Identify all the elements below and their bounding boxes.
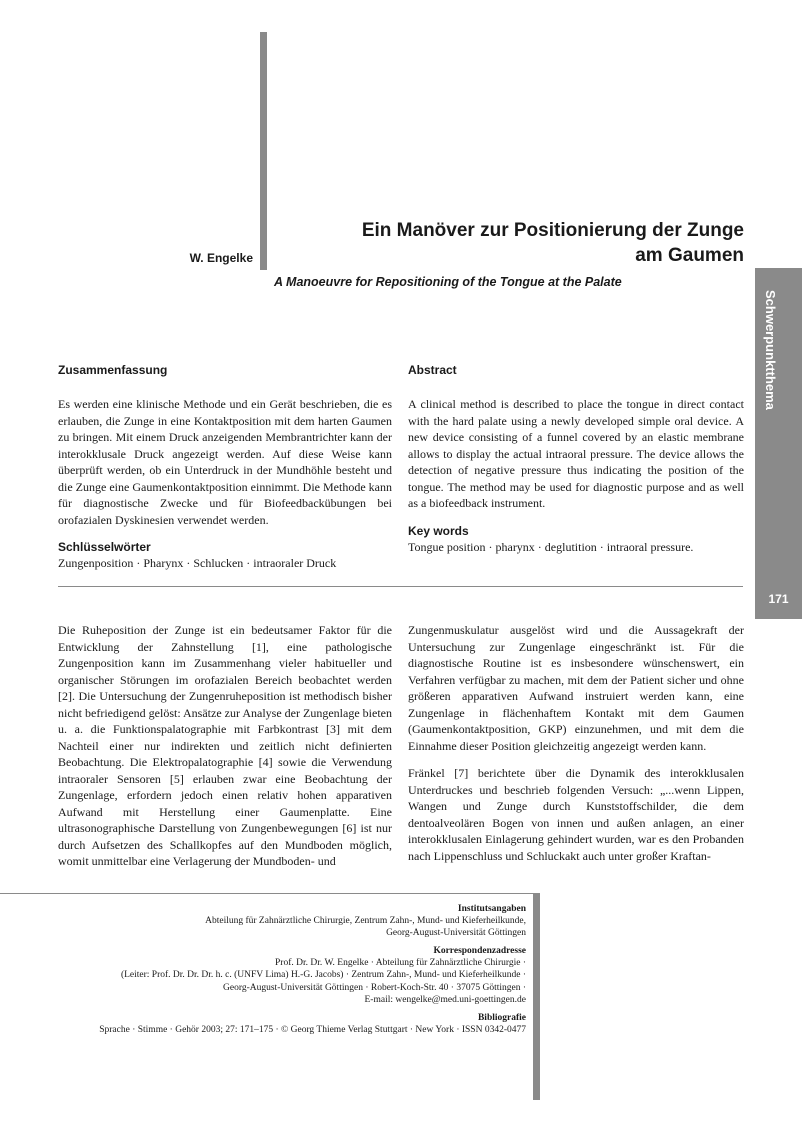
zusammenfassung-heading: Zusammenfassung <box>58 363 168 377</box>
zusammenfassung-text: Es werden eine klinische Methode und ein Gerät beschrieben, die es erlauben, die Zunge in eine Kontaktposition mit dem harten Gaumen zu bringen. Mit einem Druck anzeigenden Membrantrichter kann der interokklusale Druck angezeigt werden. Auf diese Weise kann überprüft werden, ob ein Unterdruck in der Mundhöhle besteht und die Zunge eine Gaumenkontaktposition einnimmt. Die Methode kann für diagnostische Zwecke und für Biofeedbackübungen bei orofazialen Dyskinesien verwendet werden. <box>58 397 392 527</box>
bibliografie-block <box>99 1012 526 1036</box>
author-name: W. Engelke <box>189 251 253 265</box>
keywords-text: Tongue position · pharynx · deglutition · intraoral pressure. <box>408 540 694 554</box>
schluesselwoerter-heading: Schlüsselwörter <box>58 540 151 554</box>
korrespondenz-line: (Leiter: Prof. Dr. Dr. Dr. h. c. (UNFV Lima) H.-G. Jacobs) · Zentrum Zahn-, Mund- und Kieferheilkunde · <box>120 970 526 981</box>
header-accent-bar <box>260 32 267 270</box>
section-label: Schwerpunktthema <box>763 290 778 410</box>
bibliografie-line: Sprache · Stimme · Gehör 2003; 27: 171–175 · © Georg Thieme Verlag Stuttgart · New York · ISSN 0342-0477 <box>99 1025 526 1036</box>
page-number: 171 <box>768 592 789 606</box>
body-right-paragraph-2: Fränkel [7] berichtete über die Dynamik des interokklusalen Unterdruckes und beschrieb folgenden Versuch: „...wenn Lippen, Wangen und Zunge durch Kunststoffschilder, die dem dentoalveolären Bogen von innen und außen anlagen, an einer interokklusalen Einlagerung gehindert wurden, war es den Probanden nach Lippenschluss und Schluckakt auch unter großer Kraftan- <box>408 766 744 863</box>
article-title-line-2: am Gaumen <box>635 245 744 266</box>
korrespondenz-line: Georg-August-Universität Göttingen · Robert-Koch-Str. 40 · 37075 Göttingen · <box>223 982 526 993</box>
korrespondenz-block <box>121 945 526 1006</box>
institut-line: Abteilung für Zahnärztliche Chirurgie, Zentrum Zahn-, Mund- und Kieferheilkunde, <box>205 916 526 927</box>
footer-accent-bar <box>533 893 540 1100</box>
section-side-tab <box>755 268 802 619</box>
article-title <box>278 218 744 268</box>
abstract-heading: Abstract <box>408 363 457 377</box>
schluesselwoerter-text: Zungenposition · Pharynx · Schlucken · intraoraler Druck <box>58 556 337 570</box>
email-link[interactable]: E-mail: wengelke@med.uni-goettingen.de <box>364 994 526 1005</box>
institut-line: Georg-August-Universität Göttingen <box>386 928 526 939</box>
korrespondenz-heading: Korrespondenzadresse <box>433 946 526 956</box>
bibliografie-heading: Bibliografie <box>477 1013 526 1023</box>
korrespondenz-line: Prof. Dr. Dr. W. Engelke · Abteilung für Zahnärztliche Chirurgie · <box>275 958 526 969</box>
section-divider <box>58 586 743 587</box>
body-right-paragraph-1: Zungenmuskulatur ausgelöst wird und die Aussagekraft der Untersuchung zur Zungenlage eingeschränkt ist. Für die diagnostische Routine ist es insbesondere wünschenswert, ein Verfahren verfügbar zu machen, mit dem der Patient sicher und ohne größeren apparativen Aufwand instruiert werden kann, eine Zungenlage in flächenhaftem Kontakt mit dem Gaumen (Gaumenkontaktposition, GKP) einzunehmen, und mit dem die Einnahme dieser Position gleichzeitig angezeigt werden kann. <box>408 623 744 753</box>
body-left-paragraph: Die Ruheposition der Zunge ist ein bedeutsamer Faktor für die Entwicklung der Zahnstellung [1], eine pathologische Zungenposition kann im Zusammenhang vieler habitueller und organischer Störungen im orofazialen Bereich beobachtet werden [2]. Die Untersuchung der Zungenruheposition ist methodisch bisher nicht befriedigend gelöst: Ansätze zur Analyse der Zungenlage bieten u. a. die Funktionspalatographie mit Farbkontrast [3] mit dem Nachteil einer nur indirekten und zeitlich nicht definierten Beobachtung. Die Elektropalatographie [4] sowie die Verwendung intraoraler Sensoren [5] erlauben zwar eine Beobachtung der Zungenlage, erfordern jedoch einen relativ hohen apparativen Aufwand mit Herstellung einer Gaumenplatte. Eine ultrasonographische Darstellung von Zungenbewegungen [6] ist nur durch Aufsetzen des Schallkopfes auf den Mundboden möglich, womit unmittelbar eine Verlagerung der Mundboden- und <box>58 623 392 868</box>
keywords-heading: Key words <box>408 524 469 538</box>
english-title: A Manoeuvre for Repositioning of the Tongue at the Palate <box>274 275 622 289</box>
abstract-text: A clinical method is described to place the tongue in direct contact with the hard palate using a newly developed simple oral device. A new device consisting of a funnel covered by an elastic membrane allows to display the actual intraoral pressure. The device allows the detection of negative pressure thus indicating the position of the tongue. The method may be used for diagnostic purpose and as well as a biofeedback instrument. <box>408 397 744 510</box>
institut-block <box>205 903 526 940</box>
article-title-line-1: Ein Manöver zur Positionierung der Zunge <box>361 220 744 241</box>
institut-heading: Institutsangaben <box>457 904 526 914</box>
